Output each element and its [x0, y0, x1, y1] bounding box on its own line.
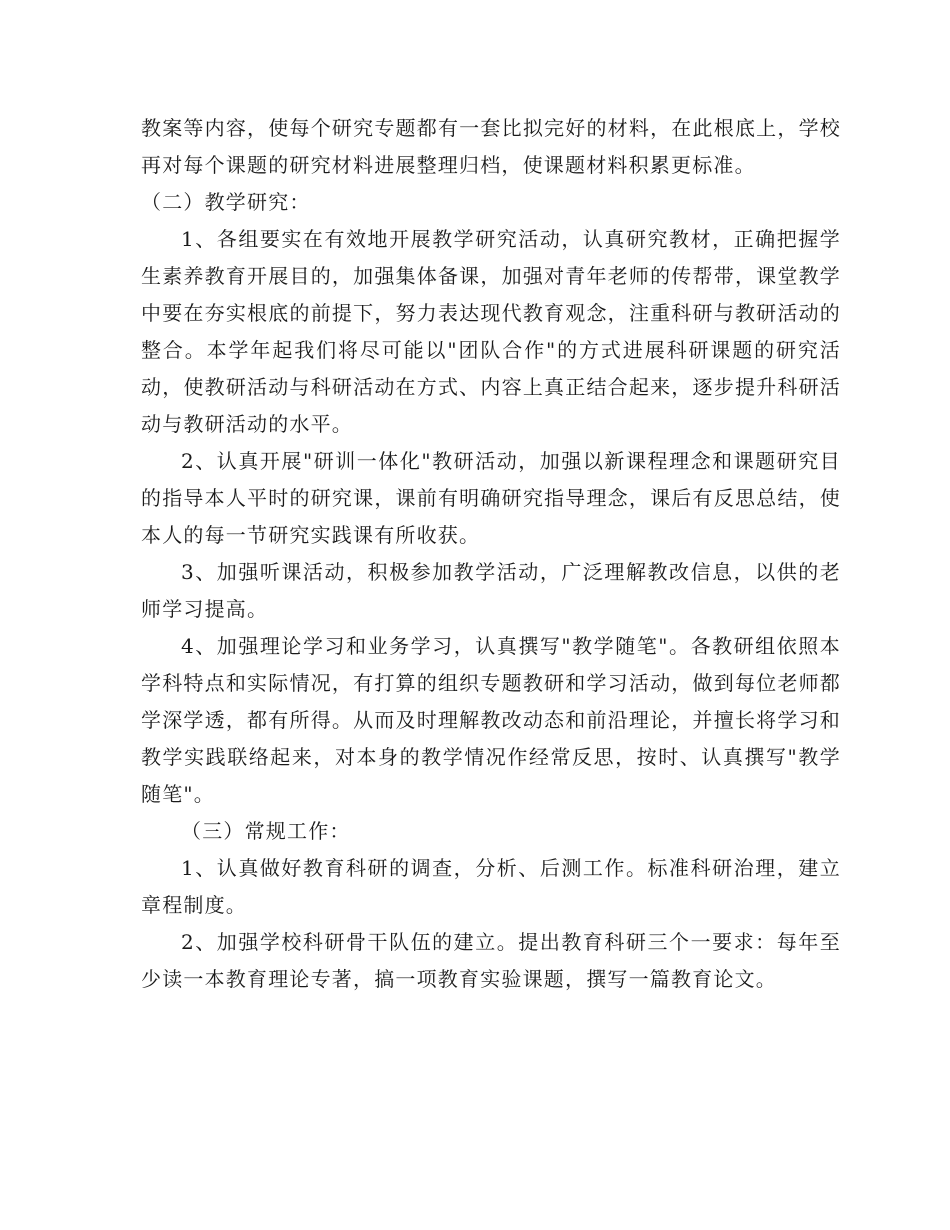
paragraph-routine-2: 2、加强学校科研骨干队伍的建立。提出教育科研三个一要求：每年至少读一本教育理论专著，搞一项教育实验课题，撰写一篇教育论文。 — [141, 930, 841, 991]
paragraph-continued: 教案等内容，使每个研究专题都有一套比拟完好的材料，在此根底上，学校再对每个课题的研究材料进展整理归档，使课题材料积累更标准。 — [141, 116, 841, 177]
paragraph-item-2: 2、认真开展"研训一体化"教研活动，加强以新课程理念和课题研究目的指导本人平时的研究课，课前有明确研究指导理念，课后有反思总结，使本人的每一节研究实践课有所收获。 — [141, 449, 841, 547]
section-heading-routine-work: （三）常规工作： — [181, 819, 351, 843]
document-page — [141, 110, 841, 998]
paragraph-routine-1: 1、认真做好教育科研的调查，分析、后测工作。标准科研治理，建立章程制度。 — [141, 856, 841, 917]
paragraph-item-3: 3、加强听课活动，积极参加教学活动，广泛理解教改信息，以供的老师学习提高。 — [141, 560, 841, 621]
paragraph-item-4: 4、加强理论学习和业务学习，认真撰写"教学随笔"。各教研组依照本学科特点和实际情况，有打算的组织专题教研和学习活动，做到每位老师都学深学透，都有所得。从而及时理解教改动态和前沿理论，并擅长将学习和教学实践联络起来，对本身的教学情况作经常反思，按时、认真撰写"教学随笔"。 — [141, 634, 841, 806]
paragraph-item-1: 1、各组要实在有效地开展教学研究活动，认真研究教材，正确把握学生素养教育开展目的，加强集体备课，加强对青年老师的传帮带，课堂教学中要在夯实根底的前提下，努力表达现代教育观念，注重科研与教研活动的整合。本学年起我们将尽可能以"团队合作"的方式进展科研课题的研究活动，使教研活动与科研活动在方式、内容上真正结合起来，逐步提升科研活动与教研活动的水平。 — [141, 227, 841, 436]
section-heading-teaching-research: （二）教学研究： — [141, 190, 311, 214]
